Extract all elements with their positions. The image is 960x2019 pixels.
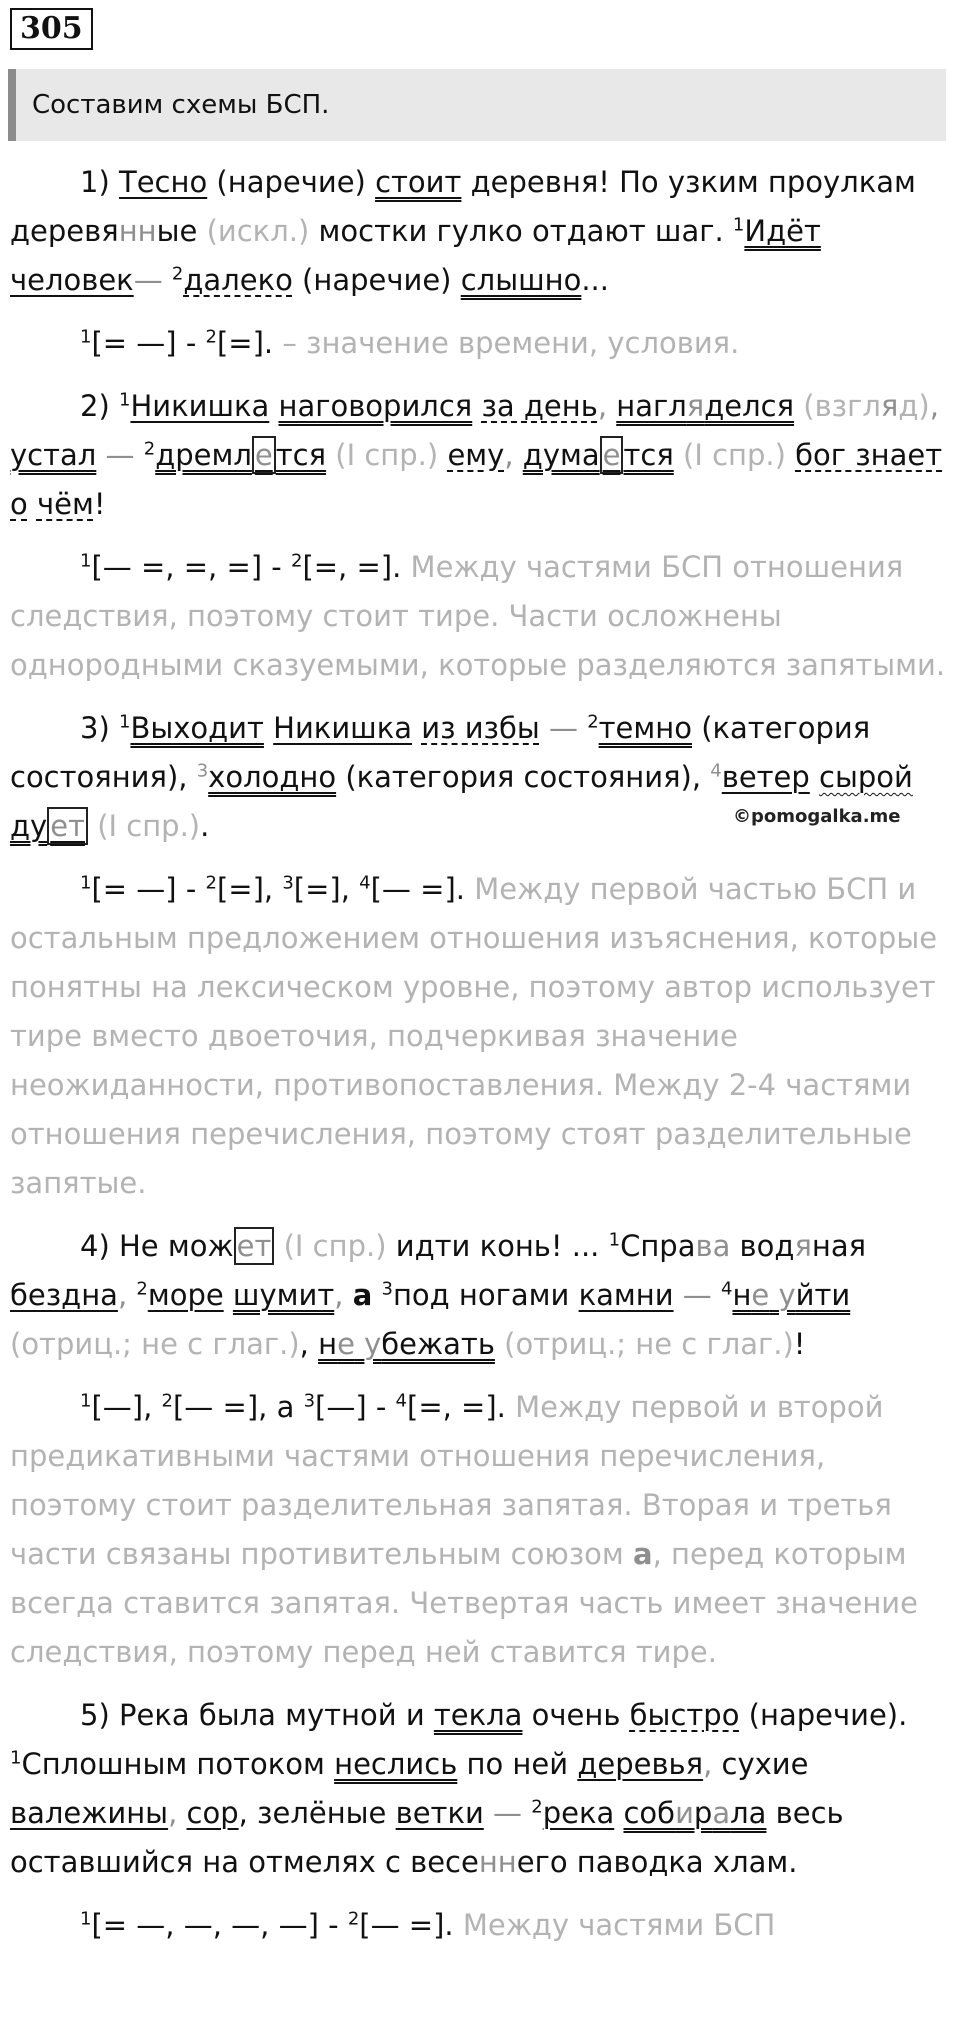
subject: Никишка: [273, 711, 412, 745]
scheme-3: $^1$[= —] - $^2$[=], $^3$[=], $^4$[— =]. Между первой частью БСП и остальным предложением отношения изъяснения, которые понятны на лексическом уровне, поэтому автор использует тире вместо двоеточия, подчеркивая значение неожиданности, противопоставления. Между 2-4 частями отношения перечисления, поэтому стоят разделительные запятые.: [10, 872, 938, 1200]
note: (I спр.): [283, 1229, 387, 1263]
object: ему: [447, 438, 505, 472]
adverbial: за день: [481, 389, 598, 423]
boxed-ending: ет: [47, 807, 88, 845]
part-index: 2: [171, 263, 184, 285]
task-title: Составим схемы БСП.: [32, 90, 330, 120]
predicate: не убежать: [318, 1327, 495, 1361]
predicate: Идёт: [744, 214, 821, 248]
scheme-5: $^1$[= —, —, —, —] - $^2$[— =]. Между частями БСП: [80, 1908, 776, 1942]
adverbial: далеко: [183, 263, 293, 297]
boxed-ending: е: [600, 436, 624, 474]
explanation: Между частями БСП отношения следствия, поэтому стоит тире. Части осложнены однородными сказуемыми, которые разделяются запятыми.: [10, 550, 946, 682]
explanation: Между частями БСП: [453, 1908, 776, 1942]
boxed-ending: е: [252, 436, 276, 474]
highlight-letters: нн: [118, 214, 157, 248]
note: (I спр.): [97, 809, 201, 843]
predicate: Выходит: [130, 711, 264, 745]
dash-sign: —: [133, 263, 172, 297]
note: (отриц.; не с глаг.): [504, 1327, 794, 1361]
sentence-2: 2) $^1$Никишка наговорился за день, нагляделся (взгляд), устал — $^2$дремл е тся (I спр.) ему, дума е тся (I спр.) бог знает о чём!: [10, 389, 943, 521]
subject: камни: [578, 1278, 674, 1312]
part-index: 1: [732, 214, 745, 236]
explanation: Между первой и второй предикативными частями отношения перечисления, поэтому стоит разделительная запятая. Вторая и третья части связаны противительным союзом: [10, 1390, 892, 1571]
subject: бездна: [10, 1278, 118, 1312]
sentence-5: 5) Река была мутной и текла очень быстро (наречие). $^1$Сплошным потоком неслись по ней деревья, сухие валежины, сор, зелёные ветки — $^2$река собирала весь оставшийся на отмелях с весеннего паводка хлам.: [10, 1698, 908, 1879]
exercise-content: [10, 158, 950, 1950]
explanation: Между первой частью БСП и остальным предложением отношения изъяснения, которые понятны на лексическом уровне, поэтому автор использует тире вместо двоеточия, подчеркивая значение неожиданности, противопоставления. Между 2-4 частями отношения перечисления, поэтому стоят разделительные запятые.: [10, 872, 938, 1200]
task-banner: [8, 69, 946, 141]
subject: Никишка: [130, 389, 270, 423]
predicate: ду ет: [10, 807, 88, 845]
object: бог знает о: [10, 438, 943, 521]
predicate: текла: [433, 1698, 523, 1732]
predicate: стоит: [375, 165, 462, 199]
predicate: темно: [598, 711, 692, 745]
note: (взгляд): [803, 389, 930, 423]
subject: река: [542, 1796, 615, 1830]
predicate: Тесно: [118, 165, 208, 199]
subject: человек: [10, 263, 134, 297]
predicate: нагляделся: [616, 389, 795, 423]
adverbial: быстро: [629, 1698, 740, 1732]
conjunction: а: [352, 1278, 373, 1312]
predicate: собирала: [623, 1796, 767, 1830]
explanation: – значение времени, условия.: [273, 326, 740, 360]
predicate: шумит: [232, 1278, 335, 1312]
scheme-4: $^1$[—], $^2$[— =], а $^3$[—] - $^4$[=, =]. Между первой и второй предикативными частями отношения перечисления, поэтому стоит разделительная запятая. Вторая и третья части связаны противительным союзом а, перед которым всегда ставится запятая. Четвертая часть имеет значение следствия, поэтому перед ней ставится тире.: [10, 1390, 918, 1669]
predicate: наговорился: [278, 389, 473, 423]
predicate: дремл е тся: [155, 438, 327, 472]
watermark: ©pomogalka.me: [733, 806, 901, 827]
note: (отриц.; не с глаг.): [10, 1327, 300, 1361]
subject: ветер: [721, 760, 810, 794]
subject: ветки: [395, 1796, 484, 1830]
predicate: не уйти: [732, 1278, 851, 1312]
subject: деревья: [577, 1747, 704, 1781]
adverbial: из избы: [421, 711, 540, 745]
subject: море: [147, 1278, 224, 1312]
subject: сор: [186, 1796, 239, 1830]
predicate: дума е тся: [522, 438, 674, 472]
predicate: слышно: [460, 263, 582, 297]
object: чём: [36, 487, 94, 521]
sentence-4: 4) Не мож ет (I спр.) идти конь! ... $^1$Справа водяная бездна, $^2$море шумит, а $^3$под ногами камни — $^4$не уйти (отриц.; не с глаг.), не убежать (отриц.; не с глаг.)!: [10, 1229, 867, 1361]
sentence-3: 3) $^1$Выходит Никишка из избы — $^2$темно (категория состояния), $^3$холодно (категория состояния), $^4$ветер сырой ду ет (I спр.).: [10, 711, 913, 843]
predicate: устал: [10, 438, 97, 472]
exercise-number: 305: [10, 8, 93, 50]
predicate: неслись: [334, 1747, 458, 1781]
note: (I спр.): [683, 438, 786, 472]
note: (искл.): [206, 214, 310, 248]
note: (I спр.): [335, 438, 439, 472]
attribute: сырой: [819, 760, 913, 794]
scheme-2: $^1$[— =, =, =] - $^2$[=, =]. Между частями БСП отношения следствия, поэтому стоит тире. Части осложнены однородными сказуемыми, которые разделяются запятыми.: [10, 550, 946, 682]
boxed-ending: ет: [234, 1227, 275, 1265]
scheme-1: $^1$[= —] - $^2$[=]. – значение времени, условия.: [80, 326, 740, 360]
subject: валежины: [10, 1796, 169, 1830]
sentence-1: 1) Тесно (наречие) стоит деревня! По узким проулкам деревянные (искл.) мостки гулко отдают шаг. $^1$Идёт человек— $^2$далеко (наречие) слышно...: [10, 165, 916, 297]
predicate: холодно: [208, 760, 337, 794]
